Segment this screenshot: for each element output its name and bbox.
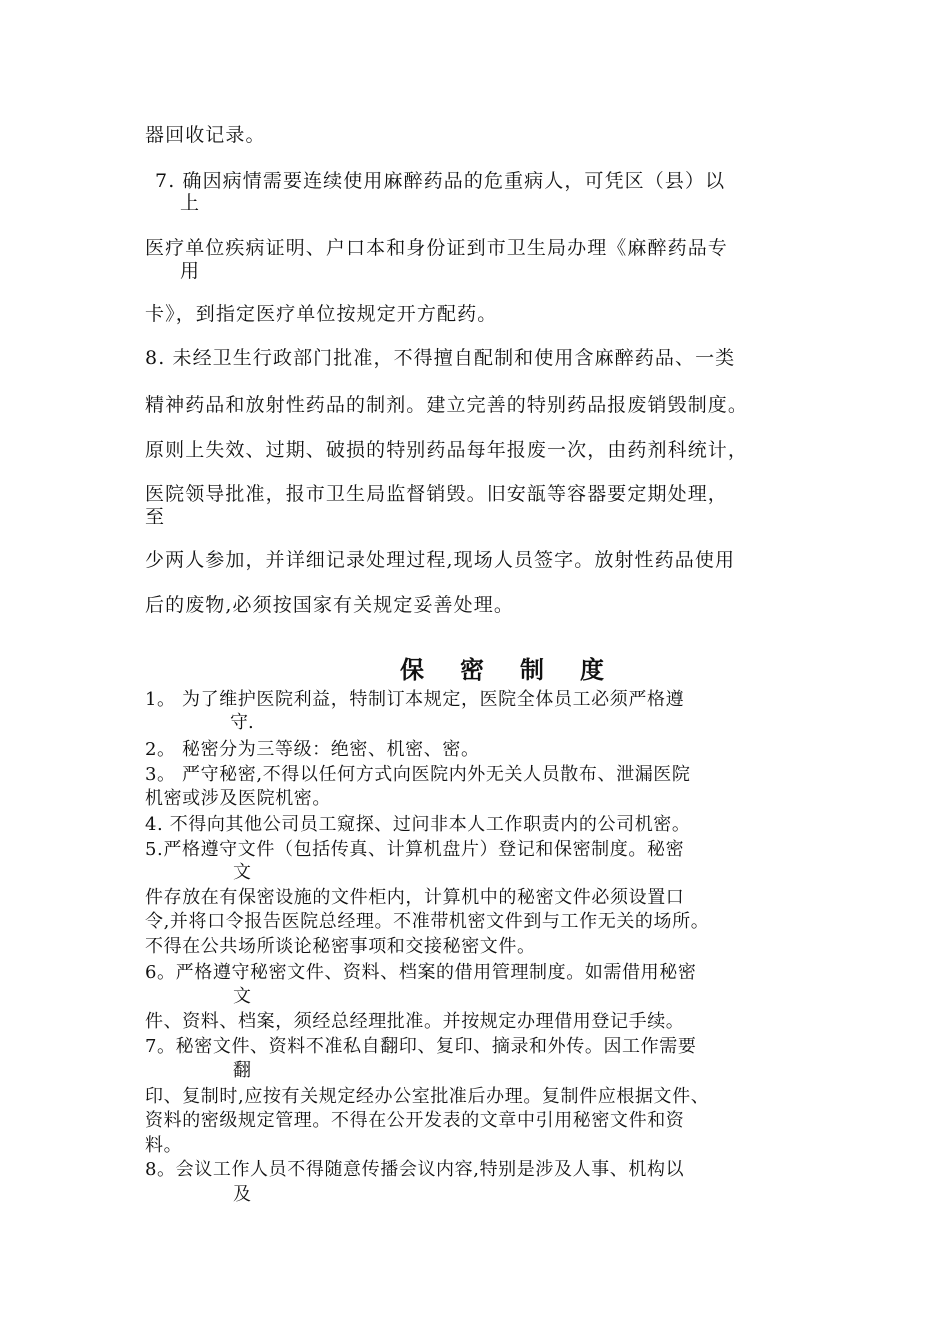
- text-line: 医院领导批准，报市卫生局监督销毁。旧安瓿等容器要定期处理，: [145, 483, 728, 505]
- text-line: 后的废物,必须按国家有关规定妥善处理。: [145, 594, 514, 616]
- text-line: 件存放在有保密设施的文件柜内，计算机中的秘密文件必须设置口: [145, 887, 685, 908]
- text-line: 卡》，到指定医疗单位按规定开方配药。: [145, 303, 498, 325]
- rule-item-6: 6。严格遵守秘密文件、资料、档案的借用管理制度。如需借用秘密: [145, 962, 697, 983]
- text-line-wrap: 文: [233, 986, 251, 1007]
- rule-item-4: 4. 不得向其他公司员工窥探、过问非本人工作职责内的公司机密。: [145, 814, 691, 835]
- rule-item-5: 5.严格遵守文件（包括传真、计算机盘片）登记和保密制度。秘密: [145, 839, 685, 860]
- text-line-wrap: 上: [180, 192, 200, 214]
- text-line: 件、资料、档案，须经总经理批准。并按规定办理借用登记手续。: [145, 1011, 685, 1032]
- text-line-wrap: 翻: [233, 1060, 251, 1081]
- text-line: 器回收记录。: [145, 124, 266, 146]
- section-title: 保密制度: [400, 655, 640, 684]
- rule-item-2: 2。 秘密分为三等级：绝密、机密、密。: [145, 739, 480, 760]
- rule-item-3: 3。 严守秘密,不得以任何方式向医院内外无关人员散布、泄漏医院: [145, 764, 691, 785]
- text-line-wrap: 至: [145, 506, 165, 528]
- text-line: 原则上失效、过期、破损的特别药品每年报废一次，由药剂科统计，: [145, 439, 749, 461]
- rule-item-8: 8。会议工作人员不得随意传播会议内容,特别是涉及人事、机构以: [145, 1159, 685, 1180]
- rule-item-1: 1。 为了维护医院利益，特制订本规定，医院全体员工必须严格遵: [145, 689, 685, 710]
- text-line-wrap: 及: [233, 1184, 251, 1205]
- text-line-wrap: 守.: [230, 712, 254, 733]
- text-line: 资料的密级规定管理。不得在公开发表的文章中引用秘密文件和资: [145, 1110, 685, 1131]
- text-line: 机密或涉及医院机密。: [145, 788, 331, 809]
- text-line: 医疗单位疾病证明、户口本和身份证到市卫生局办理《麻醉药品专: [145, 237, 728, 259]
- text-line-wrap: 用: [180, 260, 200, 282]
- text-line: 精神药品和放射性药品的制剂。建立完善的特别药品报废销毁制度。: [145, 394, 749, 416]
- text-line: 少两人参加，并详细记录处理过程,现场人员签字。放射性药品使用: [145, 549, 736, 571]
- text-line: 印、复制时,应按有关规定经办公室批准后办理。复制件应根据文件、: [145, 1086, 710, 1107]
- rule-item-7: 7。秘密文件、资料不准私自翻印、复印、摘录和外传。因工作需要: [145, 1036, 697, 1057]
- text-line: 8. 未经卫生行政部门批准，不得擅自配制和使用含麻醉药品、一类: [145, 347, 736, 369]
- text-line: 令,并将口令报告医院总经理。不准带机密文件到与工作无关的场所。: [145, 911, 710, 932]
- text-line: 料。: [145, 1135, 183, 1156]
- text-line-wrap: 文: [233, 862, 251, 883]
- text-line: 7. 确因病情需要连续使用麻醉药品的危重病人，可凭区（县）以: [155, 170, 726, 192]
- text-line: 不得在公共场所谈论秘密事项和交接秘密文件。: [145, 936, 536, 957]
